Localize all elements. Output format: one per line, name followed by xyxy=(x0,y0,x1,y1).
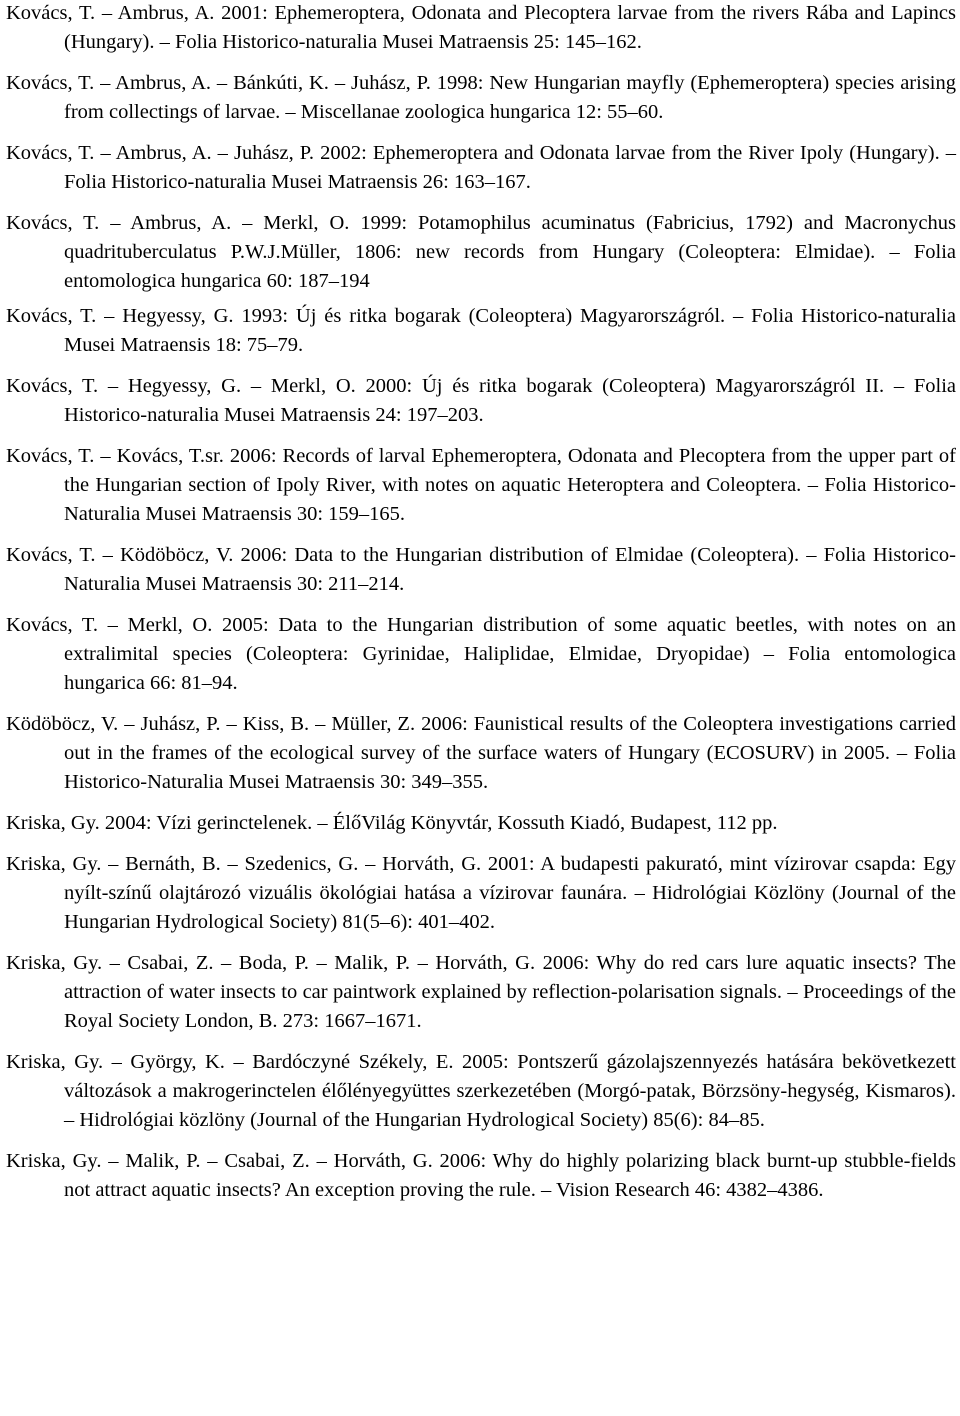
reference-entry: Kriska, Gy. – Csabai, Z. – Boda, P. – Malik, P. – Horváth, G. 2006: Why do red cars lure aquatic insects? The attraction of water insects to car paintwork explained by reflection-polarisation signals. – Proceedings of the Royal Society London, B. 273: 1667–1671. xyxy=(6,952,956,1032)
reference-entry: Kovács, T. – Merkl, O. 2005: Data to the Hungarian distribution of some aquatic beetles, with notes on an extralimital species (Coleoptera: Gyrinidae, Haliplidae, Elmidae, Dryopidae) – Folia entomologica hungarica 66: 81–94. xyxy=(6,614,956,694)
reference-entry: Kriska, Gy. – Bernáth, B. – Szedenics, G. – Horváth, G. 2001: A budapesti pakurató, mint vízirovar csapda: Egy nyílt-színű olajtározó vizuális ökológiai hatása a vízirovar faunára. – Hidrológiai Közlöny (Journal of the Hungarian Hydrological Society) 81(5–6): 401–402. xyxy=(6,853,956,933)
reference-entry: Kovács, T. – Ködöböcz, V. 2006: Data to the Hungarian distribution of Elmidae (Coleoptera). – Folia Historico-Naturalia Musei Matraensis 30: 211–214. xyxy=(6,544,956,595)
reference-entry: Kriska, Gy. – György, K. – Bardóczyné Székely, E. 2005: Pontszerű gázolajszennyezés hatására bekövetkezett változások a makrogerinctelen élőlényegyüttes szerkezetében (Morgó-patak, Börzsöny-hegység, Kismaros). – Hidrológiai közlöny (Journal of the Hungarian Hydrological Society) 85(6): 84–85. xyxy=(6,1051,956,1131)
reference-entry: Kovács, T. – Ambrus, A. – Merkl, O. 1999: Potamophilus acuminatus (Fabricius, 1792) and Macronychus quadrituberculatus P.W.J.Müller, 1806: new records from Hungary (Coleoptera: Elmidae). – Folia entomologica hungarica 60: 187–194 xyxy=(6,212,956,292)
reference-entry: Kovács, T. – Hegyessy, G. 1993: Új és ritka bogarak (Coleoptera) Magyarországról. – Folia Historico-naturalia Musei Matraensis 18: 75–79. xyxy=(6,305,956,356)
reference-entry: Kriska, Gy. 2004: Vízi gerinctelenek. – ÉlőVilág Könyvtár, Kossuth Kiadó, Budapest, 112 pp. xyxy=(6,812,778,834)
reference-entry: Kovács, T. – Ambrus, A. 2001: Ephemeroptera, Odonata and Plecoptera larvae from the rivers Rába and Lapincs (Hungary). – Folia Historico-naturalia Musei Matraensis 25: 145–162. xyxy=(6,2,956,53)
reference-entry: Kovács, T. – Hegyessy, G. – Merkl, O. 2000: Új és ritka bogarak (Coleoptera) Magyarországról II. – Folia Historico-naturalia Musei Matraensis 24: 197–203. xyxy=(6,375,956,426)
reference-entry: Kovács, T. – Kovács, T.sr. 2006: Records of larval Ephemeroptera, Odonata and Plecoptera from the upper part of the Hungarian section of Ipoly River, with notes on aquatic Heteroptera and Coleoptera. – Folia Historico-Naturalia Musei Matraensis 30: 159–165. xyxy=(6,445,956,525)
reference-entry: Kriska, Gy. – Malik, P. – Csabai, Z. – Horváth, G. 2006: Why do highly polarizing black burnt-up stubble-fields not attract aquatic insects? An exception proving the rule. – Vision Research 46: 4382–4386. xyxy=(6,1150,956,1201)
reference-list xyxy=(6,0,956,1217)
reference-entry: Kovács, T. – Ambrus, A. – Juhász, P. 2002: Ephemeroptera and Odonata larvae from the River Ipoly (Hungary). – Folia Historico-naturalia Musei Matraensis 26: 163–167. xyxy=(6,142,956,193)
reference-entry: Kovács, T. – Ambrus, A. – Bánkúti, K. – Juhász, P. 1998: New Hungarian mayfly (Ephemeroptera) species arising from collectings of larvae. – Miscellanae zoologica hungarica 12: 55–60. xyxy=(6,72,956,123)
reference-entry: Ködöböcz, V. – Juhász, P. – Kiss, B. – Müller, Z. 2006: Faunistical results of the Coleoptera investigations carried out in the frames of the ecological survey of the surface waters of Hungary (ECOSURV) in 2005. – Folia Historico-Naturalia Musei Matraensis 30: 349–355. xyxy=(6,713,956,793)
